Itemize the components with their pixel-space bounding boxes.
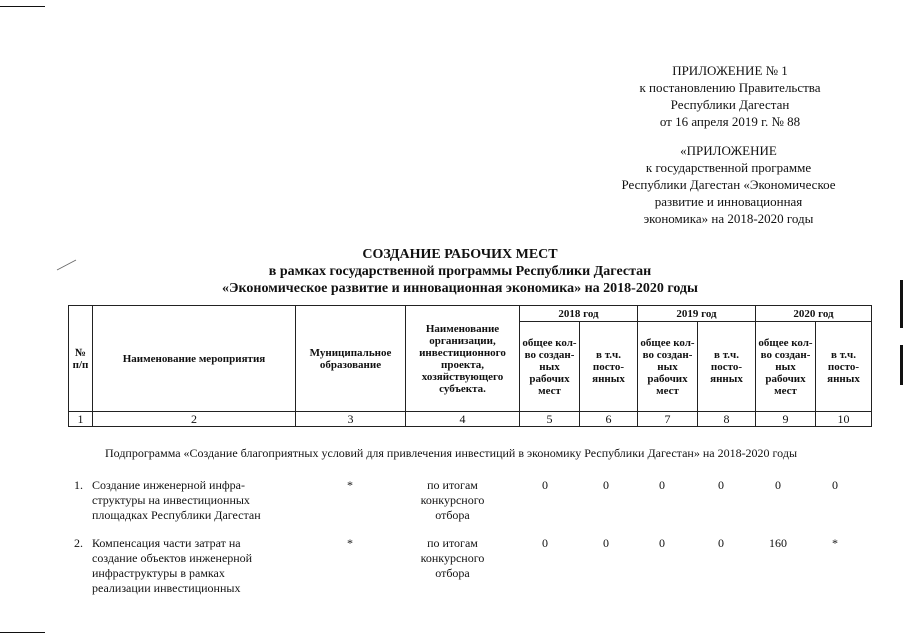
jobs-table bbox=[68, 305, 872, 427]
annex-header bbox=[600, 62, 860, 130]
col-header-year-2018: 2018 год bbox=[520, 306, 638, 322]
row-organization bbox=[400, 478, 505, 523]
row-organization-line: отбора bbox=[435, 508, 470, 522]
annex-line: Республики Дагестан bbox=[670, 97, 790, 112]
column-number: 10 bbox=[816, 412, 872, 427]
row-organization-line: конкурсного bbox=[420, 551, 485, 565]
col-header-year-2019: 2019 год bbox=[638, 306, 756, 322]
col-header-permanent-jobs: в т.ч. посто-янных bbox=[698, 322, 756, 412]
pen-stroke-icon bbox=[56, 258, 78, 272]
value-2019-permanent: 0 bbox=[718, 478, 724, 492]
row-organization bbox=[400, 536, 505, 581]
row-activity-line: Создание инженерной инфра- bbox=[92, 478, 245, 492]
scan-edge-mark bbox=[0, 6, 45, 7]
col-header-number: № п/п bbox=[69, 306, 93, 412]
document-subtitle: в рамках государственной программы Республики Дагестан bbox=[268, 264, 652, 279]
row-activity-line: площадках Республики Дагестан bbox=[92, 508, 261, 522]
value-2018-permanent: 0 bbox=[603, 536, 609, 550]
program-annex-header bbox=[586, 142, 871, 227]
row-number: 1. bbox=[74, 478, 83, 492]
row-activity-line: инфраструктуры в рамках bbox=[92, 566, 225, 580]
row-activity-line: создание объектов инженерной bbox=[92, 551, 253, 565]
document-title: СОЗДАНИЕ РАБОЧИХ МЕСТ bbox=[362, 247, 558, 262]
column-number: 4 bbox=[406, 412, 520, 427]
value-2020-permanent: 0 bbox=[832, 478, 838, 492]
program-annex-line: Республики Дагестан «Экономическое bbox=[621, 177, 836, 192]
value-2018-permanent: 0 bbox=[603, 478, 609, 492]
col-header-total-jobs: общее кол-во создан-ных рабочих мест bbox=[638, 322, 698, 412]
document-subtitle: «Экономическое развитие и инновационная экономика» на 2018-2020 годы bbox=[222, 281, 698, 296]
scan-edge-mark bbox=[900, 345, 903, 385]
value-2019-total: 0 bbox=[659, 536, 665, 550]
value-2020-total: 0 bbox=[775, 478, 781, 492]
col-header-permanent-jobs: в т.ч. посто-янных bbox=[580, 322, 638, 412]
col-header-permanent-jobs: в т.ч. посто-янных bbox=[816, 322, 872, 412]
col-header-year-2020: 2020 год bbox=[756, 306, 872, 322]
column-number: 2 bbox=[93, 412, 296, 427]
annex-line: к постановлению Правительства bbox=[639, 80, 821, 95]
program-annex-line: развитие и инновационная bbox=[654, 194, 803, 209]
program-annex-title: «ПРИЛОЖЕНИЕ bbox=[680, 143, 777, 158]
column-number: 8 bbox=[698, 412, 756, 427]
row-activity-line: Компенсация части затрат на bbox=[92, 536, 241, 550]
column-number: 7 bbox=[638, 412, 698, 427]
value-2020-permanent: * bbox=[832, 536, 838, 550]
row-municipality: * bbox=[347, 478, 353, 492]
value-2020-total: 160 bbox=[769, 536, 787, 550]
column-number: 1 bbox=[69, 412, 93, 427]
col-header-total-jobs: общее кол-во создан-ных рабочих мест bbox=[520, 322, 580, 412]
row-organization-line: конкурсного bbox=[420, 493, 485, 507]
row-activity-name bbox=[92, 478, 261, 523]
row-activity-name bbox=[92, 536, 252, 596]
value-2018-total: 0 bbox=[542, 536, 548, 550]
scan-edge-mark bbox=[900, 280, 903, 328]
col-header-total-jobs: общее кол-во создан-ных рабочих мест bbox=[756, 322, 816, 412]
annex-title: ПРИЛОЖЕНИЕ № 1 bbox=[672, 63, 788, 78]
row-organization-line: по итогам bbox=[427, 536, 478, 550]
program-annex-line: к государственной программе bbox=[645, 160, 812, 175]
row-municipality: * bbox=[347, 536, 353, 550]
value-2019-total: 0 bbox=[659, 478, 665, 492]
row-activity-line: структуры на инвестиционных bbox=[92, 493, 250, 507]
scan-edge-mark bbox=[0, 632, 45, 633]
column-number: 9 bbox=[756, 412, 816, 427]
program-annex-line: экономика» на 2018-2020 годы bbox=[643, 211, 814, 226]
row-organization-line: по итогам bbox=[427, 478, 478, 492]
annex-date: от 16 апреля 2019 г. № 88 bbox=[659, 114, 801, 129]
col-header-name: Наименование мероприятия bbox=[93, 306, 296, 412]
column-number: 3 bbox=[296, 412, 406, 427]
subprogram-heading: Подпрограмма «Создание благоприятных условий для привлечения инвестиций в экономику Республики Дагестан» на 2018-2020 годы bbox=[105, 446, 798, 460]
column-number: 5 bbox=[520, 412, 580, 427]
col-header-municipality: Муниципальное образование bbox=[296, 306, 406, 412]
row-activity-line: реализации инвестиционных bbox=[92, 581, 241, 595]
row-organization-line: отбора bbox=[435, 566, 470, 580]
row-number: 2. bbox=[74, 536, 83, 550]
value-2019-permanent: 0 bbox=[718, 536, 724, 550]
value-2018-total: 0 bbox=[542, 478, 548, 492]
col-header-organization: Наименование организации, инвестиционного проекта, хозяйствующего субъекта. bbox=[406, 306, 520, 412]
column-number: 6 bbox=[580, 412, 638, 427]
